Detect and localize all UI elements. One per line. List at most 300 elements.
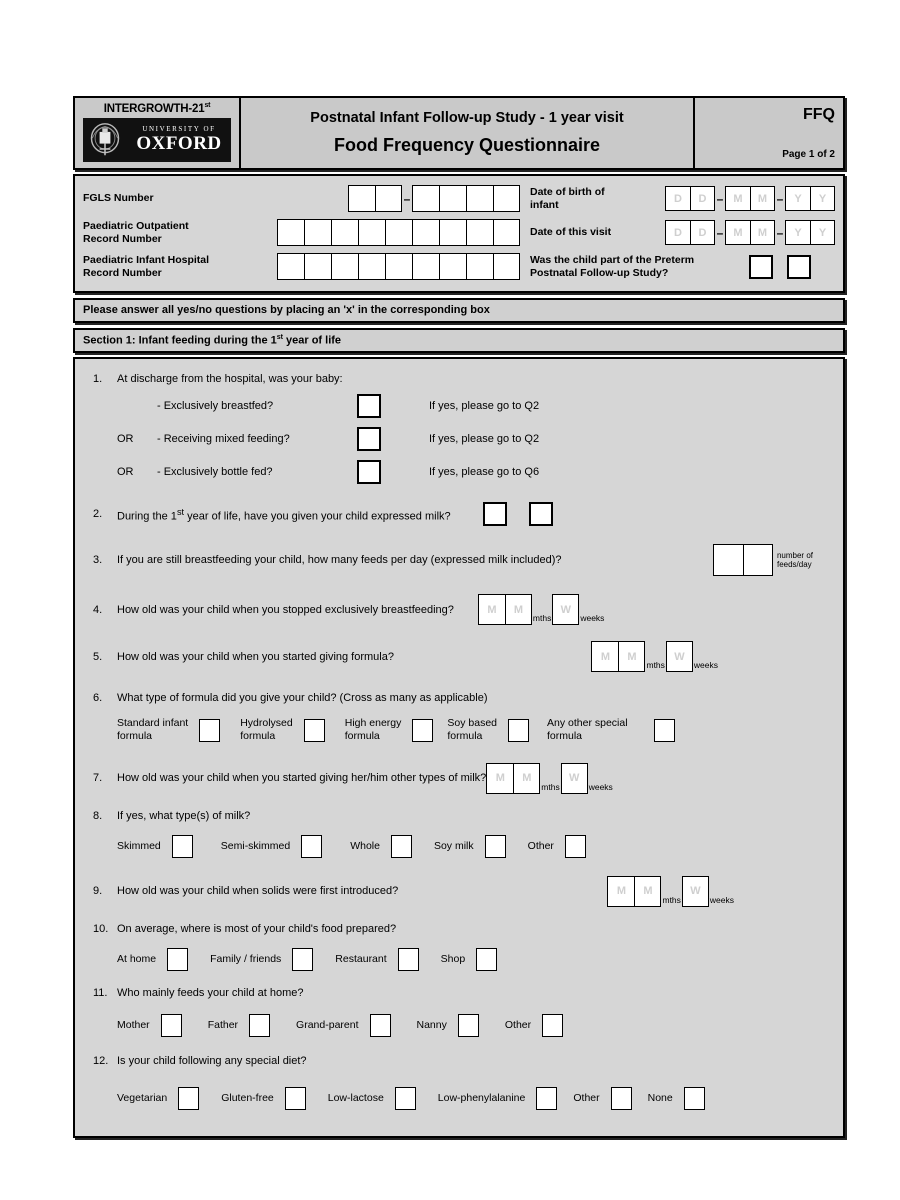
hospital-box-2[interactable] (304, 253, 331, 280)
question-9-months-box-1[interactable] (607, 876, 634, 907)
question-8-option-2-label: Semi-skimmed (220, 839, 291, 852)
question-1-option-2-label: - Receiving mixed feeding? (157, 433, 290, 446)
question-4-text: How old was your child when you stopped exclusively breastfeeding? (117, 603, 454, 616)
question-7 (85, 763, 833, 794)
question-6-option-1-line1: Standard infant (117, 717, 189, 730)
outpatient-record-field[interactable] (277, 219, 520, 246)
question-8-option-4-checkbox[interactable] (485, 835, 506, 858)
question-8-number: 8. (93, 809, 103, 822)
question-6-option-2-checkbox[interactable] (304, 719, 325, 742)
question-11-number: 11. (93, 986, 108, 999)
header-titles (241, 98, 695, 168)
question-6-option-4-label (447, 717, 497, 742)
question-9-months-boxes[interactable] (607, 876, 661, 907)
hospital-box-7[interactable] (439, 253, 466, 280)
dob-year-box-2[interactable] (810, 186, 835, 211)
question-10-text: On average, where is most of your child's food prepared? (117, 922, 397, 935)
dob-separator-1: – (716, 191, 724, 206)
preterm-study-label-line2: Postnatal Follow-up Study? (530, 266, 669, 279)
question-6-option-other-special (547, 717, 675, 742)
question-7-weeks-unit: weeks (588, 781, 613, 792)
logo-block (75, 98, 241, 168)
section-1-suffix: year of life (282, 334, 342, 347)
fgls-prefix-box-2[interactable] (375, 185, 402, 212)
question-3-feeds-box-2[interactable] (743, 544, 773, 576)
question-10-options (117, 948, 833, 971)
dob-year-boxes[interactable] (785, 186, 835, 211)
hospital-box-4[interactable] (358, 253, 385, 280)
question-8-option-semi-skimmed (221, 835, 322, 858)
question-10-option-restaurant (335, 948, 418, 971)
question-12-option-6-checkbox[interactable] (684, 1087, 705, 1110)
hospital-box-3[interactable] (331, 253, 358, 280)
question-10-option-shop (441, 948, 498, 971)
question-8-option-1-label: Skimmed (117, 839, 161, 852)
question-1-option-2-conjunction: OR (117, 433, 134, 446)
instruction-bar: Please answer all yes/no questions by placing an 'x' in the corresponding box (73, 298, 845, 323)
question-6-option-1-line2: formula (117, 730, 153, 743)
question-12-number: 12. (93, 1054, 109, 1067)
question-9-months-placeholder-1: M (616, 885, 627, 898)
question-6-option-4-line1: Soy based (447, 717, 497, 730)
question-6-option-2-line2: formula (240, 730, 276, 743)
header-meta (695, 98, 843, 168)
question-3-feeds-field[interactable] (713, 544, 773, 576)
question-11-option-4-label: Nanny (416, 1018, 447, 1031)
section-1-superscript: st (276, 333, 283, 341)
oxford-logo (83, 118, 231, 162)
hospital-box-8[interactable] (466, 253, 493, 280)
question-1-text: At discharge from the hospital, was your baby: (117, 373, 343, 386)
question-12-option-4-label: Low-phenylalanine (437, 1091, 526, 1104)
hospital-record-row (83, 250, 530, 284)
question-12-text: Is your child following any special diet? (117, 1054, 307, 1067)
question-12-option-gluten-free (221, 1087, 306, 1110)
question-8-option-soy-milk (434, 835, 506, 858)
question-10-option-3-checkbox[interactable] (398, 948, 419, 971)
question-12-option-4-checkbox[interactable] (536, 1087, 557, 1110)
question-6-option-3-line1: High energy (344, 717, 402, 730)
question-12-option-5-label: Other (573, 1091, 600, 1104)
question-6-option-standard (117, 717, 220, 742)
question-9-text: How old was your child when solids were first introduced? (117, 885, 399, 898)
preterm-study-checkbox-no[interactable] (787, 255, 811, 279)
page-number: Page 1 of 2 (782, 148, 835, 160)
question-11-option-mother (117, 1014, 182, 1037)
identification-block (73, 174, 845, 293)
visit-day-box-2[interactable] (690, 220, 715, 245)
date-of-birth-label (530, 186, 665, 212)
question-6-option-3-line2: formula (344, 730, 380, 743)
form-header (73, 96, 845, 170)
question-2-checkbox-yes[interactable] (483, 502, 507, 526)
visit-day-box-1[interactable] (665, 220, 690, 245)
visit-day-placeholder-2: D (698, 226, 707, 239)
question-3-unit-line1: number of (776, 550, 813, 560)
oxford-text (127, 126, 231, 153)
dob-month-placeholder-1: M (733, 192, 743, 205)
question-4-weeks-placeholder: W (560, 603, 572, 616)
hospital-record-label-line1: Paediatric Infant Hospital (83, 253, 210, 266)
fgls-suffix-box-4[interactable] (493, 185, 520, 212)
question-12-option-1-checkbox[interactable] (178, 1087, 199, 1110)
question-11-option-5-label: Other (504, 1018, 532, 1031)
question-10-option-3-label: Restaurant (335, 952, 387, 965)
question-6-option-1-checkbox[interactable] (199, 719, 220, 742)
visit-year-boxes[interactable] (785, 220, 835, 245)
question-1-option-2-note: If yes, please go to Q2 (429, 433, 540, 446)
preterm-study-label (530, 254, 735, 280)
question-7-months-box-2[interactable] (513, 763, 540, 794)
fgls-number-field[interactable] (348, 185, 520, 212)
question-9-weeks-placeholder: W (690, 885, 701, 898)
hospital-record-label-line2: Record Number (83, 266, 162, 279)
question-6-option-1-label (117, 717, 188, 742)
question-3-feeds-box-1[interactable] (713, 544, 743, 576)
question-12-option-vegetarian (117, 1087, 199, 1110)
question-8-option-2-checkbox[interactable] (301, 835, 322, 858)
date-of-birth-field[interactable] (665, 186, 835, 211)
question-7-text: How old was your child when you started giving her/him other types of milk? (117, 772, 487, 785)
study-title: Postnatal Infant Follow-up Study - 1 year visit (310, 109, 624, 126)
question-10-option-1-label: At home (117, 952, 157, 965)
question-9-months-unit: mths (662, 894, 681, 905)
date-of-birth-label-line2: infant (530, 198, 559, 211)
question-4-months-box-2[interactable] (505, 594, 532, 625)
question-11-option-5-checkbox[interactable] (542, 1014, 563, 1037)
question-3-unit (777, 551, 813, 570)
outpatient-record-label-line2: Record Number (83, 232, 162, 245)
question-6-options (117, 717, 833, 742)
question-4-months-placeholder-1: M (487, 603, 497, 616)
question-7-weeks-placeholder: W (569, 772, 580, 785)
oxford-name-label: OXFORD (136, 133, 222, 155)
question-5 (85, 641, 833, 672)
question-7-weeks-box[interactable] (561, 763, 588, 794)
question-6-option-5-line2: formula (547, 730, 583, 743)
question-8-option-other (528, 835, 586, 858)
question-6-option-2-line1: Hydrolysed (240, 717, 293, 730)
question-2-number: 2. (93, 508, 103, 521)
outpatient-record-label-line1: Paediatric Outpatient (83, 219, 189, 232)
visit-separator-1: – (716, 225, 724, 240)
outpatient-box-4[interactable] (358, 219, 385, 246)
question-11-option-nanny (417, 1014, 479, 1037)
question-4-weeks-unit: weeks (580, 613, 605, 624)
question-6-option-3-checkbox[interactable] (412, 719, 433, 742)
dob-month-box-1[interactable] (725, 186, 750, 211)
dob-year-placeholder-2: Y (818, 192, 827, 205)
question-5-months-unit: mths (646, 660, 665, 671)
question-4-age-field[interactable] (478, 594, 606, 625)
visit-year-box-2[interactable] (810, 220, 835, 245)
question-10-option-4-checkbox[interactable] (476, 948, 497, 971)
question-3-unit-line2: feeds/day (776, 560, 812, 570)
question-8-options (117, 835, 833, 858)
dob-month-box-2[interactable] (750, 186, 775, 211)
section-1-bar (73, 328, 845, 354)
question-12-option-2-label: Gluten-free (221, 1091, 274, 1104)
question-9-months-box-2[interactable] (634, 876, 661, 907)
question-10-option-4-label: Shop (440, 952, 466, 965)
question-9-age-field[interactable] (607, 876, 735, 907)
fgls-suffix-box-3[interactable] (466, 185, 493, 212)
question-6-option-5-checkbox[interactable] (654, 719, 675, 742)
question-1-option-1-checkbox[interactable] (357, 394, 381, 418)
question-1-option-3-note: If yes, please go to Q6 (429, 466, 540, 479)
visit-day-boxes[interactable] (665, 220, 715, 245)
hospital-box-5[interactable] (385, 253, 412, 280)
question-11-option-2-checkbox[interactable] (249, 1014, 270, 1037)
question-7-months-box-1[interactable] (486, 763, 513, 794)
question-12-option-other (573, 1087, 631, 1110)
identification-left-column (83, 182, 530, 284)
intergrowth-text: INTERGROWTH-21 (103, 102, 205, 115)
intergrowth-superscript: st (204, 102, 211, 109)
question-4-months-boxes[interactable] (478, 594, 532, 625)
question-5-months-box-1[interactable] (591, 641, 618, 672)
question-8-option-whole (350, 835, 412, 858)
question-6-option-4-checkbox[interactable] (508, 719, 529, 742)
question-2 (85, 502, 833, 526)
question-1-option-bottle (117, 460, 833, 484)
question-9-number: 9. (93, 885, 103, 898)
fgls-separator: – (403, 191, 411, 206)
question-6-option-hydrolysed (240, 717, 325, 742)
outpatient-box-6[interactable] (412, 219, 439, 246)
question-11-option-2-label: Father (207, 1018, 239, 1031)
question-6-option-soy (447, 717, 529, 742)
form-title: Food Frequency Questionnaire (333, 134, 601, 155)
question-11-option-3-label: Grand-parent (296, 1018, 359, 1031)
question-2-text-pre: During the 1 (117, 510, 177, 523)
question-3-text: If you are still breastfeeding your child, how many feeds per day (expressed milk included)? (117, 554, 562, 567)
question-10-option-2-label: Family / friends (210, 952, 282, 965)
question-1-option-3-label: - Exclusively bottle fed? (157, 466, 273, 479)
preterm-study-checkboxes[interactable] (749, 255, 811, 279)
visit-month-placeholder-2: M (757, 226, 768, 239)
oxford-crest-icon (87, 121, 123, 159)
question-5-weeks-box[interactable] (666, 641, 693, 672)
hospital-box-6[interactable] (412, 253, 439, 280)
question-11-option-1-label: Mother (117, 1018, 150, 1031)
intergrowth-wordmark (104, 102, 211, 115)
dob-day-box-2[interactable] (690, 186, 715, 211)
question-1-option-mixed (117, 427, 833, 451)
question-11-option-grand-parent (296, 1014, 390, 1037)
question-6-option-5-line1: Any other special (547, 717, 628, 730)
question-5-weeks-unit: weeks (693, 660, 718, 671)
dob-year-placeholder-1: Y (794, 192, 802, 205)
question-8-option-5-checkbox[interactable] (565, 835, 586, 858)
outpatient-box-8[interactable] (466, 219, 493, 246)
question-2-text-post: year of life, have you given your child expressed milk? (184, 510, 451, 523)
outpatient-record-label (83, 220, 255, 246)
question-4-months-box-1[interactable] (478, 594, 505, 625)
question-10-option-1-checkbox[interactable] (167, 948, 188, 971)
question-8-option-skimmed (117, 835, 193, 858)
dob-month-placeholder-2: M (757, 192, 768, 205)
question-4-months-unit: mths (532, 613, 552, 624)
question-6-option-high-energy (345, 717, 434, 742)
question-9-weeks-unit: weeks (709, 894, 734, 905)
question-5-months-boxes[interactable] (591, 641, 645, 672)
question-8-option-1-checkbox[interactable] (172, 835, 193, 858)
dob-day-placeholder-1: D (674, 192, 682, 205)
visit-day-placeholder-1: D (674, 226, 682, 239)
dob-month-boxes[interactable] (725, 186, 775, 211)
fgls-suffix-box-1[interactable] (412, 185, 439, 212)
outpatient-box-9[interactable] (493, 219, 520, 246)
question-12 (85, 1055, 833, 1110)
section-1-prefix: Section 1: Infant feeding during the 1 (83, 334, 277, 347)
question-5-months-box-2[interactable] (618, 641, 645, 672)
question-5-number: 5. (93, 650, 103, 663)
visit-year-box-1[interactable] (785, 220, 810, 245)
question-3 (85, 544, 833, 576)
question-4-number: 4. (93, 603, 103, 616)
question-1-number: 1. (93, 373, 103, 386)
question-6 (85, 692, 833, 742)
identification-right-column (530, 182, 835, 284)
outpatient-box-2[interactable] (304, 219, 331, 246)
questions-panel (73, 357, 845, 1137)
question-6-number: 6. (93, 692, 103, 705)
outpatient-box-5[interactable] (385, 219, 412, 246)
outpatient-box-1[interactable] (277, 219, 304, 246)
form-code: FFQ (803, 106, 835, 123)
question-8-option-5-label: Other (527, 839, 554, 852)
question-9-months-placeholder-2: M (643, 885, 653, 898)
hospital-box-9[interactable] (493, 253, 520, 280)
outpatient-box-7[interactable] (439, 219, 466, 246)
question-8 (85, 810, 833, 858)
visit-year-placeholder-1: Y (794, 226, 802, 239)
fgls-suffix-boxes[interactable] (412, 185, 520, 212)
dob-day-placeholder-2: D (698, 192, 707, 205)
dob-day-box-1[interactable] (665, 186, 690, 211)
question-7-months-placeholder-2: M (522, 772, 532, 785)
question-12-option-2-checkbox[interactable] (285, 1087, 306, 1110)
question-11-option-1-checkbox[interactable] (161, 1014, 182, 1037)
visit-month-box-1[interactable] (725, 220, 750, 245)
question-3-number: 3. (93, 554, 103, 567)
question-1-option-3-conjunction: OR (117, 466, 134, 479)
outpatient-box-3[interactable] (331, 219, 358, 246)
question-1-option-1-note: If yes, please go to Q2 (429, 400, 540, 413)
fgls-suffix-box-2[interactable] (439, 185, 466, 212)
question-11-text: Who mainly feeds your child at home? (117, 986, 304, 999)
question-12-option-3-checkbox[interactable] (395, 1087, 416, 1110)
dob-year-box-1[interactable] (785, 186, 810, 211)
question-2-checkbox-no[interactable] (529, 502, 553, 526)
question-6-option-5-label (547, 717, 628, 742)
question-7-months-placeholder-1: M (495, 772, 505, 785)
oxford-university-label: UNIVERSITY OF (142, 125, 216, 134)
hospital-box-1[interactable] (277, 253, 304, 280)
visit-month-placeholder-1: M (733, 226, 743, 239)
dob-separator-2: – (776, 191, 784, 206)
visit-month-box-2[interactable] (750, 220, 775, 245)
question-10-option-2-checkbox[interactable] (292, 948, 313, 971)
question-11-options (117, 1014, 833, 1037)
date-of-visit-label: Date of this visit (530, 226, 612, 239)
hospital-record-label (83, 254, 255, 280)
preterm-study-checkbox-yes[interactable] (749, 255, 773, 279)
question-7-months-boxes[interactable] (486, 763, 540, 794)
visit-year-placeholder-2: Y (818, 226, 827, 239)
question-4-weeks-box[interactable] (552, 594, 579, 625)
fgls-number-label: FGLS Number (83, 192, 154, 205)
question-1-option-3-checkbox[interactable] (357, 460, 381, 484)
question-8-option-3-checkbox[interactable] (391, 835, 412, 858)
question-5-text: How old was your child when you started giving formula? (117, 650, 394, 663)
question-6-option-2-label (240, 717, 293, 742)
outpatient-record-row (83, 216, 530, 250)
question-4 (85, 594, 833, 625)
date-of-birth-label-line1: Date of birth of (530, 185, 605, 198)
question-1-option-breastfed (117, 394, 833, 418)
question-11-option-other (505, 1014, 563, 1037)
question-11-option-4-checkbox[interactable] (458, 1014, 479, 1037)
question-4-months-placeholder-2: M (513, 603, 523, 616)
form-page (73, 96, 845, 1138)
question-10-option-family-friends (210, 948, 313, 971)
question-5-months-placeholder-1: M (600, 650, 611, 663)
question-10-option-at-home (117, 948, 188, 971)
question-6-text: What type of formula did you give your child? (Cross as many as applicable) (117, 692, 488, 705)
question-11-option-3-checkbox[interactable] (370, 1014, 391, 1037)
question-1-option-1-label: - Exclusively breastfed? (157, 400, 274, 413)
question-8-text: If yes, what type(s) of milk? (117, 809, 251, 822)
question-10-number: 10. (93, 922, 109, 935)
question-7-months-unit: mths (541, 781, 560, 792)
question-12-option-none (648, 1087, 705, 1110)
date-of-visit-field[interactable] (665, 220, 835, 245)
visit-month-boxes[interactable] (725, 220, 775, 245)
question-5-months-placeholder-2: M (627, 650, 637, 663)
question-12-option-5-checkbox[interactable] (611, 1087, 632, 1110)
question-9 (85, 876, 833, 907)
question-1-option-2-checkbox[interactable] (357, 427, 381, 451)
dob-day-boxes[interactable] (665, 186, 715, 211)
question-8-option-3-label: Whole (350, 839, 380, 852)
question-7-number: 7. (93, 772, 103, 785)
question-7-age-field[interactable] (486, 763, 614, 794)
question-9-weeks-box[interactable] (682, 876, 709, 907)
question-11 (85, 987, 833, 1037)
question-12-options (117, 1087, 833, 1110)
question-1 (85, 373, 833, 484)
question-12-option-3-label: Low-lactose (327, 1091, 384, 1104)
question-12-option-low-lactose (328, 1087, 416, 1110)
question-5-age-field[interactable] (591, 641, 719, 672)
fgls-number-row (83, 182, 530, 216)
hospital-record-field[interactable] (277, 253, 520, 280)
preterm-study-row (530, 250, 835, 284)
question-2-text-superscript: st (176, 506, 185, 517)
question-12-option-1-label: Vegetarian (117, 1091, 168, 1104)
fgls-prefix-boxes[interactable] (348, 185, 402, 212)
question-11-option-father (208, 1014, 270, 1037)
question-2-text (117, 507, 451, 523)
date-of-visit-row (530, 216, 835, 250)
question-6-option-3-label (345, 717, 402, 742)
preterm-study-label-line1: Was the child part of the Preterm (530, 253, 695, 266)
fgls-prefix-box-1[interactable] (348, 185, 375, 212)
question-12-option-low-phenylalanine (438, 1087, 558, 1110)
question-12-option-6-label: None (647, 1091, 673, 1104)
